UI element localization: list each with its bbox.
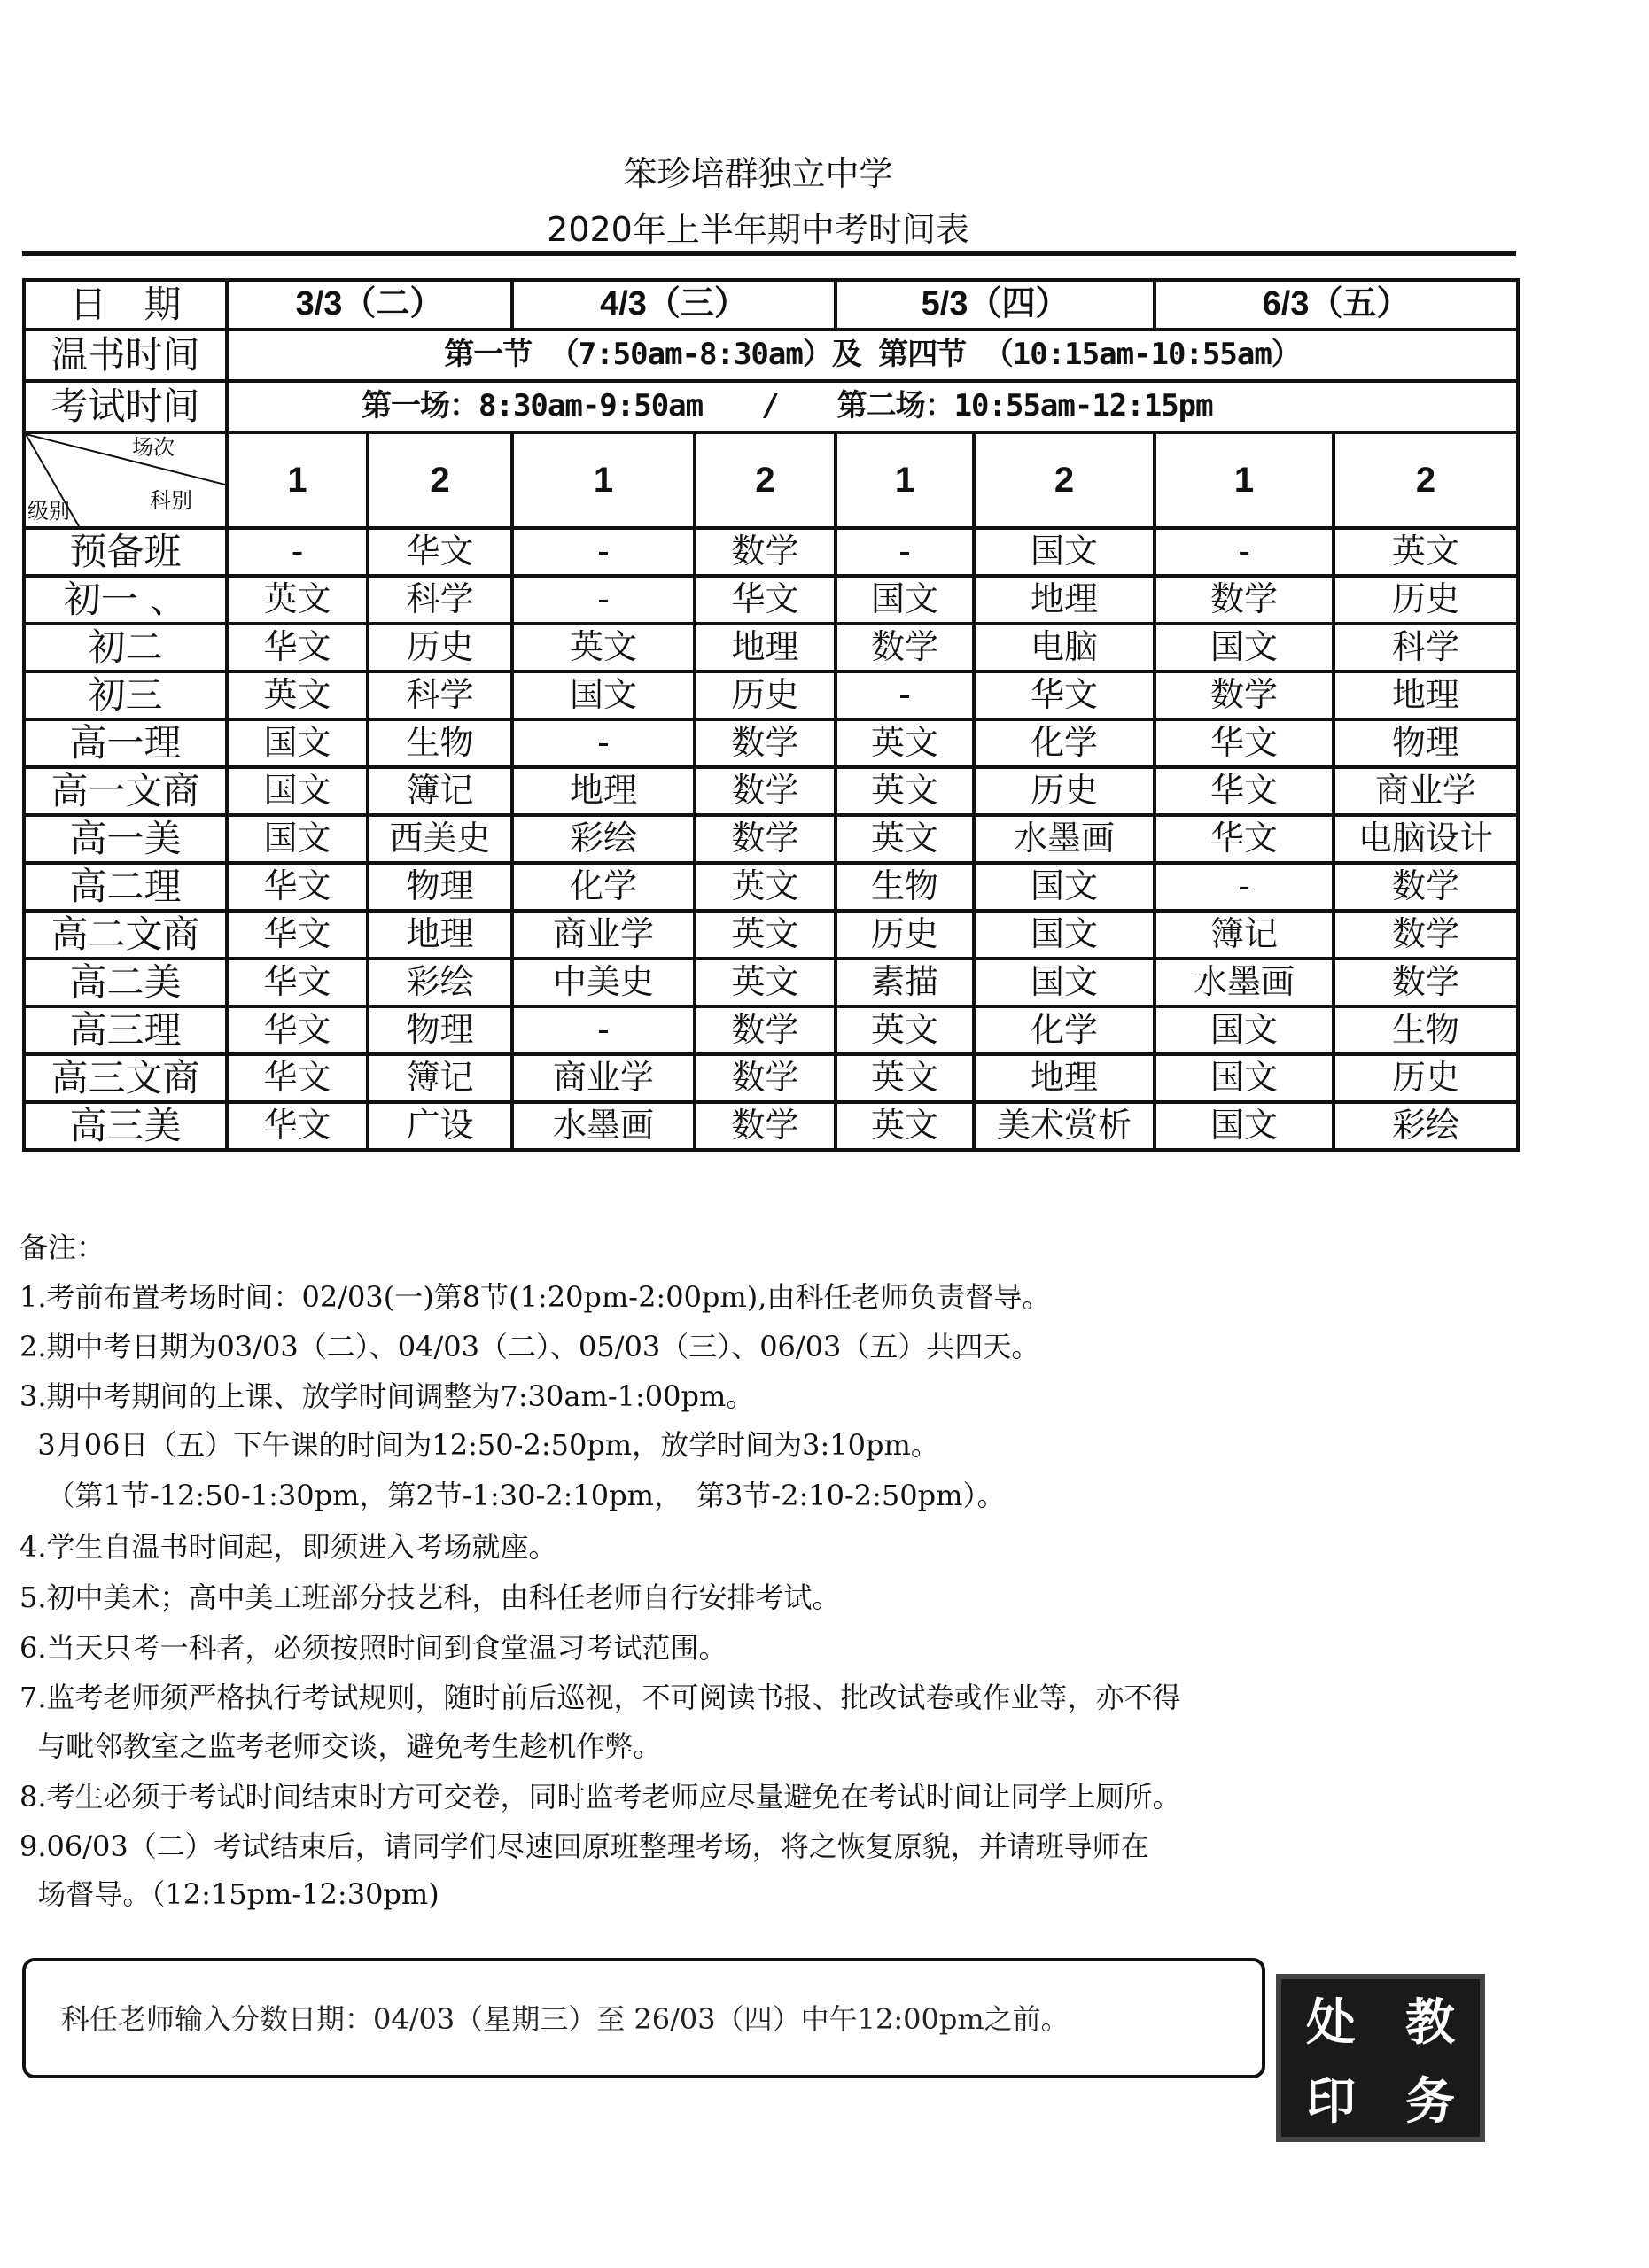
subject-cell: 数学 (1334, 911, 1518, 959)
corner-cell (24, 432, 227, 528)
subject-cell: 地理 (512, 767, 695, 815)
table-row (24, 815, 1518, 863)
subject-cell: 历史 (368, 624, 512, 672)
exam-time: 第一场：8:30am-9:50am / 第二场：10:55am-12:15pm (227, 381, 1518, 432)
subject-cell: 英文 (836, 767, 974, 815)
subject-cell: 英文 (1334, 528, 1518, 576)
table-row (24, 1006, 1518, 1054)
grade-label: 初二 (24, 624, 227, 672)
subject-cell: 西美史 (368, 815, 512, 863)
note-line: 3月06日（五）下午课的时间为12:50-2:50pm，放学时间为3:10pm。 (19, 1428, 939, 1462)
session-number: 1 (227, 432, 368, 528)
title-divider (22, 251, 1516, 256)
subject-cell: 地理 (974, 1054, 1155, 1102)
table-row (24, 719, 1518, 767)
grade-label: 初三 (24, 672, 227, 719)
subject-cell: 化学 (974, 1006, 1155, 1054)
table-row (24, 576, 1518, 624)
subject-cell: 素描 (836, 959, 974, 1006)
subject-cell: 国文 (974, 528, 1155, 576)
subject-cell: 华文 (227, 911, 368, 959)
subject-cell: 国文 (227, 719, 368, 767)
table-row (24, 1054, 1518, 1102)
review-label: 温书时间 (24, 330, 227, 381)
subject-cell: 美术赏析 (974, 1102, 1155, 1150)
session-row (24, 432, 1518, 528)
exam-time-row (24, 381, 1518, 432)
subject-cell: 英文 (512, 624, 695, 672)
subject-cell: 数学 (1155, 672, 1334, 719)
table-row (24, 528, 1518, 576)
subject-cell: 地理 (974, 576, 1155, 624)
subject-cell: 商业学 (1334, 767, 1518, 815)
subject-cell: 科学 (368, 576, 512, 624)
subject-cell: 数学 (695, 1102, 836, 1150)
subject-cell: 数学 (1334, 863, 1518, 911)
subject-cell: 商业学 (512, 911, 695, 959)
subject-cell: 电脑 (974, 624, 1155, 672)
note-line: 3.期中考期间的上课、放学时间调整为7:30am-1:00pm。 (19, 1379, 755, 1413)
stamp-char: 务 (1405, 2072, 1455, 2131)
date-label: 日 期 (24, 280, 227, 330)
subject-cell: 彩绘 (1334, 1102, 1518, 1150)
subject-cell: 英文 (227, 576, 368, 624)
note-line: 2.期中考日期为03/03（二）、04/03（二）、05/03（三）、06/03（五）共四天。 (19, 1330, 1040, 1363)
subject-cell: 华文 (227, 624, 368, 672)
subject-cell: 中美史 (512, 959, 695, 1006)
grade-label: 初一 、 (24, 576, 227, 624)
note-line: 8.考生必须于考试时间结束时方可交卷，同时监考老师应尽量避免在考试时间让同学上厕所。 (19, 1780, 1181, 1814)
exam-label: 考试时间 (24, 381, 227, 432)
subject-cell: 物理 (368, 863, 512, 911)
date-row (24, 280, 1518, 330)
table-row (24, 672, 1518, 719)
subject-cell: 华文 (1155, 815, 1334, 863)
grade-label: 高三美 (24, 1102, 227, 1150)
grade-label: 预备班 (24, 528, 227, 576)
grade-label: 高三理 (24, 1006, 227, 1054)
subject-cell: 历史 (974, 767, 1155, 815)
corner-subject: 科别 (150, 488, 192, 513)
subject-cell: 彩绘 (512, 815, 695, 863)
subject-cell: 英文 (695, 911, 836, 959)
subject-cell: 数学 (695, 1006, 836, 1054)
note-line: 与毗邻教室之监考老师交谈，避免考生趁机作弊。 (19, 1729, 662, 1763)
stamp-char: 处 (1306, 1993, 1356, 2052)
subject-cell: 历史 (695, 672, 836, 719)
stamp-char: 教 (1405, 1993, 1455, 2052)
subject-cell: 生物 (368, 719, 512, 767)
subject-cell: 数学 (836, 624, 974, 672)
subject-cell: 数学 (695, 767, 836, 815)
subject-cell: 历史 (836, 911, 974, 959)
subject-cell: - (836, 672, 974, 719)
subject-cell: 历史 (1334, 1054, 1518, 1102)
review-time: 第一节 （7:50am-8:30am）及 第四节 （10:15am-10:55am） (227, 330, 1518, 381)
subject-cell: 化学 (512, 863, 695, 911)
subject-cell: 数学 (695, 1054, 836, 1102)
subject-cell: 科学 (1334, 624, 1518, 672)
note-line: 4.学生自温书时间起，即须进入考场就座。 (19, 1530, 557, 1564)
subject-cell: 英文 (836, 815, 974, 863)
session-number: 2 (368, 432, 512, 528)
school-name: 笨珍培群独立中学 (623, 154, 893, 193)
table-row (24, 1102, 1518, 1150)
grade-label: 高二文商 (24, 911, 227, 959)
subject-cell: 英文 (695, 959, 836, 1006)
subject-cell: 物理 (368, 1006, 512, 1054)
subject-cell: 国文 (1155, 1102, 1334, 1150)
date-cell: 5/3（四） (836, 280, 1155, 330)
subject-cell: - (1155, 863, 1334, 911)
subject-cell: 历史 (1334, 576, 1518, 624)
subject-cell: 电脑设计 (1334, 815, 1518, 863)
subject-cell: 国文 (227, 815, 368, 863)
subject-cell: 地理 (368, 911, 512, 959)
note-line: 1.考前布置考场时间：02/03(一)第8节(1:20pm-2:00pm),由科任老师负责督导。 (19, 1280, 1051, 1314)
subject-cell: 簿记 (368, 1054, 512, 1102)
subject-cell: 华文 (1155, 719, 1334, 767)
subject-cell: 华文 (227, 1006, 368, 1054)
subject-cell: 物理 (1334, 719, 1518, 767)
notes-heading: 备注： (19, 1231, 105, 1264)
subject-cell: 华文 (368, 528, 512, 576)
grade-label: 高一美 (24, 815, 227, 863)
subject-cell: 国文 (1155, 624, 1334, 672)
session-number: 1 (512, 432, 695, 528)
date-cell: 6/3（五） (1155, 280, 1518, 330)
note-line: 6.当天只考一科者，必须按照时间到食堂温习考试范围。 (19, 1631, 727, 1665)
corner-grade: 级别 (27, 499, 70, 524)
note-line: 9.06/03（二）考试结束后，请同学们尽速回原班整理考场，将之恢复原貌，并请班导师在 (19, 1829, 1149, 1863)
subject-cell: - (1155, 528, 1334, 576)
score-entry-reminder: 科任老师输入分数日期：04/03（星期三）至 26/03（四）中午12:00pm之前。 (61, 2002, 1070, 2036)
subject-cell: 华文 (227, 1054, 368, 1102)
subject-cell: 华文 (974, 672, 1155, 719)
table-row (24, 624, 1518, 672)
session-number: 2 (974, 432, 1155, 528)
note-line: 7.监考老师须严格执行考试规则，随时前后巡视，不可阅读书报、批改试卷或作业等，亦不得 (19, 1681, 1181, 1714)
subject-cell: - (512, 719, 695, 767)
subject-cell: 国文 (1155, 1054, 1334, 1102)
subject-cell: 国文 (974, 959, 1155, 1006)
subject-cell: 国文 (512, 672, 695, 719)
date-cell: 3/3（二） (227, 280, 512, 330)
subject-cell: 数学 (695, 815, 836, 863)
subject-cell: 数学 (1334, 959, 1518, 1006)
subject-cell: - (512, 528, 695, 576)
subject-cell: 化学 (974, 719, 1155, 767)
subject-cell: - (512, 576, 695, 624)
subject-cell: 地理 (1334, 672, 1518, 719)
grade-label: 高一文商 (24, 767, 227, 815)
grade-label: 高一理 (24, 719, 227, 767)
session-number: 2 (1334, 432, 1518, 528)
subject-cell: - (227, 528, 368, 576)
subject-cell: - (512, 1006, 695, 1054)
subject-cell: 簿记 (1155, 911, 1334, 959)
subject-cell: 水墨画 (1155, 959, 1334, 1006)
subject-cell: 数学 (1155, 576, 1334, 624)
subject-cell: 科学 (368, 672, 512, 719)
session-number: 1 (836, 432, 974, 528)
note-line: （第1节-12:50-1:30pm，第2节-1:30-2:10pm， 第3节-2:10-2:50pm）。 (19, 1479, 1006, 1512)
session-number: 1 (1155, 432, 1334, 528)
grade-label: 高三文商 (24, 1054, 227, 1102)
subject-cell: 生物 (836, 863, 974, 911)
academic-office-stamp (1276, 1974, 1485, 2142)
subject-cell: 国文 (974, 863, 1155, 911)
table-row (24, 911, 1518, 959)
subject-cell: 英文 (227, 672, 368, 719)
table-row (24, 863, 1518, 911)
exam-schedule-table (22, 278, 1520, 1152)
subject-cell: 国文 (974, 911, 1155, 959)
note-line: 场督导。（12:15pm-12:30pm) (19, 1877, 439, 1911)
table-row (24, 959, 1518, 1006)
note-line: 5.初中美术；高中美工班部分技艺科，由科任老师自行安排考试。 (19, 1581, 841, 1614)
stamp-char: 印 (1306, 2072, 1356, 2131)
subject-cell: 华文 (227, 1102, 368, 1150)
session-number: 2 (695, 432, 836, 528)
grade-label: 高二理 (24, 863, 227, 911)
date-cell: 4/3（三） (512, 280, 836, 330)
subject-cell: 国文 (1155, 1006, 1334, 1054)
subject-cell: 广设 (368, 1102, 512, 1150)
score-entry-reminder-box (22, 1958, 1265, 2078)
subject-cell: 地理 (695, 624, 836, 672)
subject-cell: 华文 (227, 959, 368, 1006)
subject-cell: 水墨画 (974, 815, 1155, 863)
subject-cell: - (836, 528, 974, 576)
subject-cell: 华文 (1155, 767, 1334, 815)
subject-cell: 簿记 (368, 767, 512, 815)
subject-cell: 商业学 (512, 1054, 695, 1102)
review-time-row (24, 330, 1518, 381)
subject-cell: 彩绘 (368, 959, 512, 1006)
subject-cell: 英文 (836, 1006, 974, 1054)
corner-session: 场次 (132, 435, 175, 460)
subject-cell: 数学 (695, 719, 836, 767)
subject-cell: 国文 (227, 767, 368, 815)
table-row (24, 767, 1518, 815)
grade-label: 高二美 (24, 959, 227, 1006)
subject-cell: 生物 (1334, 1006, 1518, 1054)
subject-cell: 国文 (836, 576, 974, 624)
subject-cell: 英文 (836, 719, 974, 767)
subject-cell: 英文 (836, 1054, 974, 1102)
subject-cell: 水墨画 (512, 1102, 695, 1150)
subject-cell: 英文 (836, 1102, 974, 1150)
subject-cell: 数学 (695, 528, 836, 576)
page-title: 2020年上半年期中考时间表 (547, 210, 969, 249)
subject-cell: 华文 (695, 576, 836, 624)
subject-cell: 英文 (695, 863, 836, 911)
subject-cell: 华文 (227, 863, 368, 911)
